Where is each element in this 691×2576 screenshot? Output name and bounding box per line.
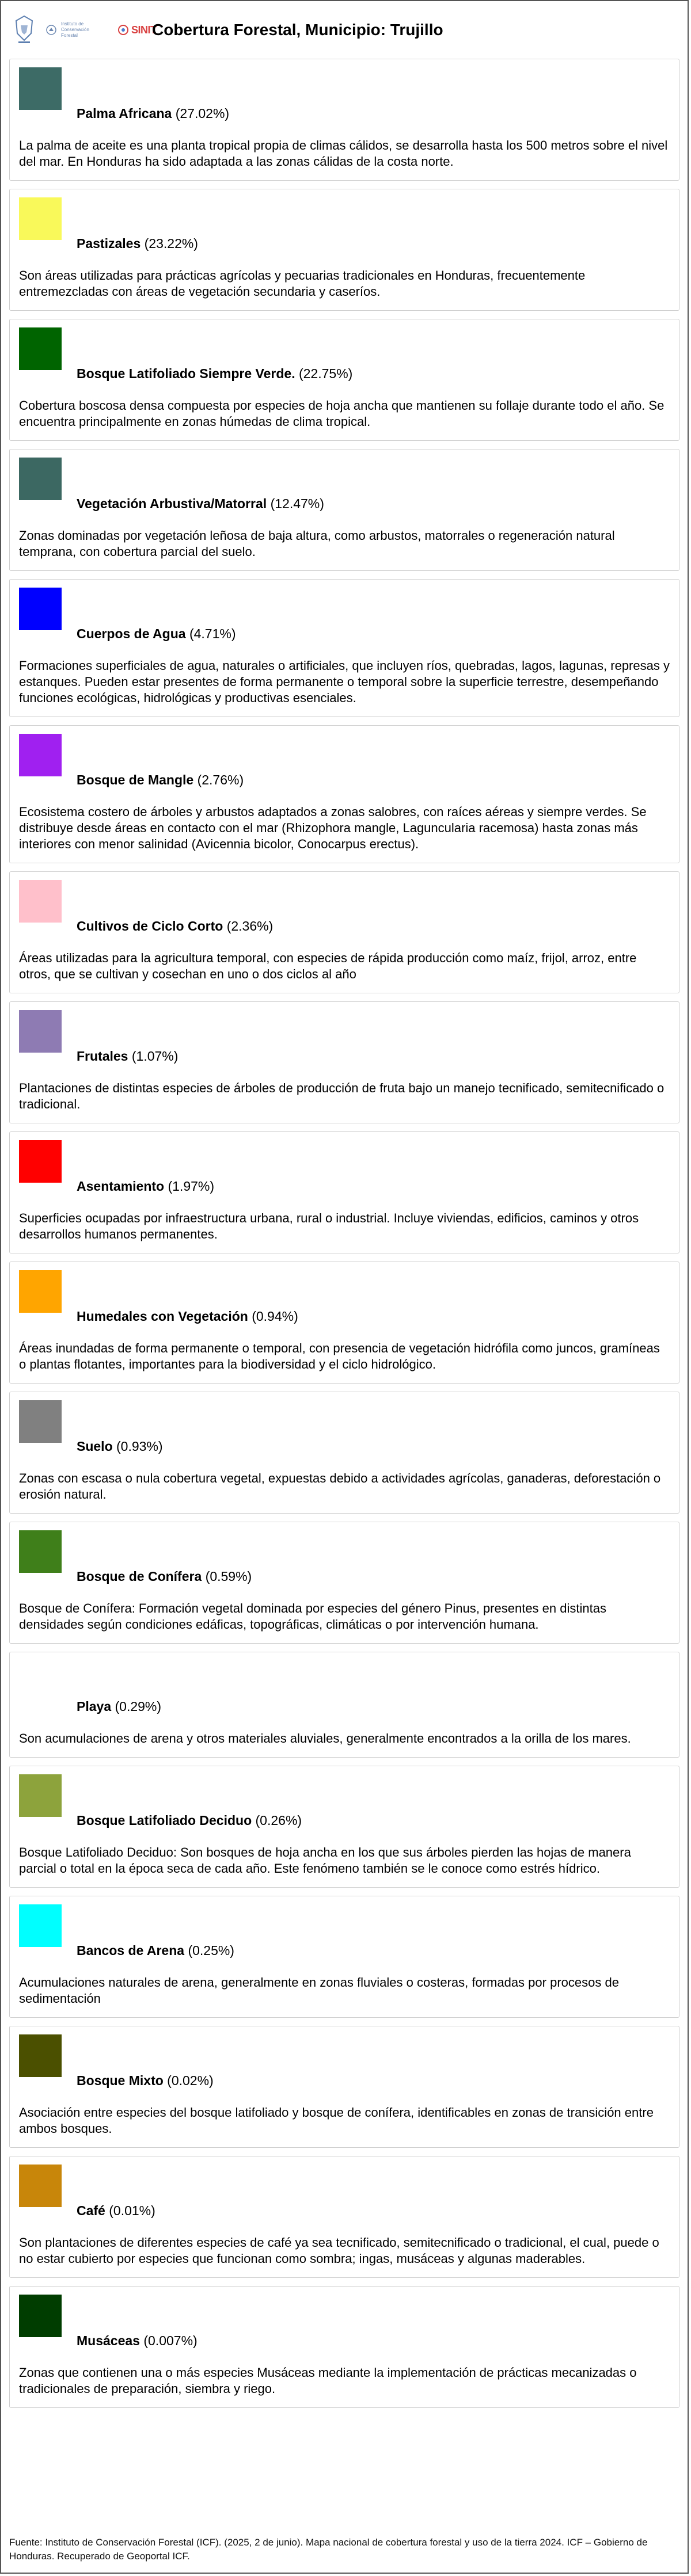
coverage-percentage: (0.26%) [255,1813,302,1828]
coverage-percentage: (0.01%) [109,2203,155,2218]
coverage-percentage: (27.02%) [175,106,230,121]
color-swatch [19,1400,62,1443]
coverage-title [77,365,352,383]
coverage-name: Bancos de Arena [77,1943,185,1958]
coverage-card [9,319,679,441]
coverage-description: Zonas con escasa o nula cobertura vegetal, expuestas debido a actividades agrícolas, ganaderas, deforestación o erosión natural. [19,1471,661,1502]
coverage-title [77,105,229,123]
coverage-name: Bosque de Conífera [77,1569,202,1584]
coverage-title [77,2202,155,2220]
coverage-description: Zonas que contienen una o más especies Musáceas mediante la implementación de prácticas mecanizadas o tradicionales de preparación, siembra y riego. [19,2365,637,2396]
coverage-title [77,235,198,253]
coverage-title [77,1438,163,1455]
coverage-title [77,918,273,935]
coverage-card [9,1392,679,1514]
coverage-card-header [19,734,670,789]
coverage-percentage: (2.36%) [226,919,274,933]
coverage-card-header [19,588,670,643]
coverage-card [9,59,679,181]
coverage-name: Bosque Latifoliado Siempre Verde. [77,366,295,381]
coverage-name: Pastizales [77,236,141,251]
coverage-card [9,2026,679,2148]
coverage-percentage: (23.22%) [144,236,198,251]
coverage-card [9,1522,679,1644]
coverage-title [77,2333,198,2350]
coverage-percentage: (12.47%) [270,496,324,511]
coverage-card [9,1652,679,1758]
color-swatch [19,67,62,110]
coverage-name: Musáceas [77,2333,140,2348]
coverage-card-header [19,1400,670,1455]
coverage-card [9,2286,679,2408]
color-swatch [19,2034,62,2077]
coverage-card-header [19,2165,670,2220]
coverage-card-header [19,1904,670,1960]
color-swatch [19,1270,62,1313]
coverage-card-header [19,67,670,123]
coverage-description: Áreas inundadas de forma permanente o temporal, con presencia de vegetación hidrófila como juncos, gramíneas o plantas flotantes, importantes para la biodiversidad y el ciclo hidrológico. [19,1341,660,1371]
coverage-name: Bosque Latifoliado Deciduo [77,1813,252,1828]
page-title: Cobertura Forestal, Municipio: Trujillo [152,21,443,39]
coverage-name: Frutales [77,1049,128,1064]
coverage-card-header [19,1010,670,1065]
coverage-title [77,1308,298,1325]
coverage-card-header [19,1660,670,1716]
coverage-title [77,1178,214,1195]
color-swatch [19,1904,62,1947]
coverage-title [77,1048,178,1065]
color-swatch [19,880,62,923]
color-swatch [19,734,62,776]
sinit-logo [117,24,157,36]
coverage-name: Playa [77,1699,112,1714]
color-swatch [19,1774,62,1817]
coverage-card [9,189,679,311]
coverage-description: Asociación entre especies del bosque latifoliado y bosque de conífera, identificables en zonas de transición entre ambos bosques. [19,2105,654,2136]
coverage-name: Palma Africana [77,106,172,121]
coverage-percentage: (22.75%) [298,366,353,381]
coverage-card-header [19,1530,670,1586]
coverage-name: Café [77,2203,105,2218]
coverage-card [9,1131,679,1253]
coverage-description: Zonas dominadas por vegetación leñosa de baja altura, como arbustos, matorrales o regeneración natural temprana, con cobertura parcial del suelo. [19,528,615,559]
coverage-card [9,449,679,571]
color-swatch [19,1140,62,1183]
header [1,1,688,59]
coverage-card [9,2156,679,2278]
coverage-title [77,2072,214,2090]
coverage-percentage: (0.94%) [252,1309,298,1324]
coverage-name: Vegetación Arbustiva/Matorral [77,496,267,511]
coverage-percentage: (0.93%) [116,1439,163,1454]
coverage-card-header [19,1270,670,1325]
coverage-description: La palma de aceite es una planta tropical propia de climas cálidos, se desarrolla hasta los 500 metros sobre el nivel del mar. En Honduras ha sido adaptada a las zonas cálidas de la costa norte. [19,138,668,169]
icf-logo [46,21,107,39]
color-swatch [19,588,62,630]
color-swatch [19,2165,62,2207]
coverage-card [9,1896,679,2018]
coverage-title [77,1812,302,1830]
sinit-mark-icon [117,24,129,36]
coverage-percentage: (0.59%) [205,1569,252,1584]
coverage-percentage: (4.71%) [189,626,236,641]
coverage-description: Ecosistema costero de árboles y arbustos adaptados a zonas salobres, con raíces aéreas y siempre verdes. Se distribuye desde áreas en contacto con el mar (Rhizophora mangle, Laguncularia racemosa) hasta zonas más interiores con menor salinidad (Avicennia bicolor, Conocarpus erectus). [19,805,647,851]
coverage-name: Suelo [77,1439,113,1454]
coverage-card-header [19,1140,670,1195]
coverage-card-header [19,327,670,383]
coverage-card-header [19,2034,670,2090]
coverage-description: Formaciones superficiales de agua, naturales o artificiales, que incluyen ríos, quebradas, lagos, lagunas, represas y estanques. Pueden estar presentes de forma permanente o temporal sobre la superficie terrestre, desempeñando funciones ecológicas, hidrológicas y productivas esenciales. [19,658,670,705]
coverage-card-header [19,197,670,253]
coverage-description: Son áreas utilizadas para prácticas agrícolas y pecuarias tradicionales en Honduras, frecuentemente entremezcladas con áreas de vegetación secundaria y caseríos. [19,268,586,299]
coverage-description: Acumulaciones naturales de arena, generalmente en zonas fluviales o costeras, formadas por procesos de sedimentación [19,1975,619,2006]
coverage-description: Áreas utilizadas para la agricultura temporal, con especies de rápida producción como maíz, frijol, arroz, entre otros, que se cultivan y cosechan en uno o dos ciclos al año [19,951,637,981]
coverage-title [77,772,244,789]
sinit-logo-text: SINIT [131,24,157,36]
color-swatch [19,458,62,500]
coverage-description: Bosque de Conífera: Formación vegetal dominada por especies del género Pinus, presentes en distintas densidades según condiciones edáficas, topográficas, climáticas o por intervención humana. [19,1601,606,1632]
coverage-title [77,1942,234,1960]
coverage-percentage: (0.25%) [188,1943,234,1958]
coverage-card-header [19,458,670,513]
coverage-title [77,1698,161,1716]
color-swatch [19,327,62,370]
coverage-card [9,1262,679,1384]
coverage-percentage: (2.76%) [197,772,244,787]
coverage-percentage: (1.07%) [131,1049,179,1064]
coverage-name: Cultivos de Ciclo Corto [77,919,223,933]
icf-logo-mark-icon [46,25,56,35]
coverage-card [9,1766,679,1888]
color-swatch [19,1660,62,1703]
coverage-name: Bosque Mixto [77,2073,164,2088]
coverage-title [77,1568,252,1586]
source-note: Fuente: Instituto de Conservación Forestal (ICF). (2025, 2 de junio). Mapa nacional de cobertura forestal y uso de la tierra 2024. ICF – Gobierno de Honduras. Recuperado de Geoportal ICF. [9,2537,648,2562]
coverage-card-header [19,1774,670,1830]
coverage-card-header [19,880,670,935]
coverage-name: Humedales con Vegetación [77,1309,248,1324]
coverage-percentage: (1.97%) [168,1179,215,1194]
coverage-percentage: (0.007%) [143,2333,198,2348]
icf-logo-text: Instituto de Conservación Forestal [61,21,89,38]
coverage-card [9,871,679,993]
coverage-description: Bosque Latifoliado Deciduo: Son bosques de hoja ancha en los que sus árboles pierden las hojas de manera parcial o total en la época seca de cada año. Este fenómeno también se le conoce como estrés hídrico. [19,1845,631,1876]
coverage-description: Plantaciones de distintas especies de árboles de producción de fruta bajo un manejo tecnificado, semitecnificado o tradicional. [19,1081,665,1111]
coverage-card [9,579,679,717]
coverage-name: Cuerpos de Agua [77,626,186,641]
coverage-name: Asentamiento [77,1179,165,1194]
color-swatch [19,2295,62,2337]
coverage-title [77,626,236,643]
coverage-description: Cobertura boscosa densa compuesta por especies de hoja ancha que mantienen su follaje durante todo el año. Se encuentra principalmente en zonas húmedas de clima tropical. [19,398,665,429]
coverage-percentage: (0.29%) [115,1699,162,1714]
cards-list [1,59,688,2408]
coverage-title [77,496,324,513]
honduras-shield-icon [13,14,36,46]
coverage-percentage: (0.02%) [167,2073,214,2088]
color-swatch [19,1530,62,1573]
coverage-card [9,725,679,863]
coverage-card-header [19,2295,670,2350]
color-swatch [19,1010,62,1053]
coverage-card [9,1001,679,1123]
color-swatch [19,197,62,240]
logos [13,14,157,46]
coverage-description: Superficies ocupadas por infraestructura urbana, rural o industrial. Incluye viviendas, edificios, caminos y otros desarrollos humanos permanentes. [19,1211,639,1241]
coverage-name: Bosque de Mangle [77,772,194,787]
coverage-description: Son plantaciones de diferentes especies de café ya sea tecnificado, semitecnificado o tradicional, el cual, puede o no estar cubierto por especies que funcionan como sombra; ingas, musáceas y algunas maderables. [19,2235,659,2266]
coverage-description: Son acumulaciones de arena y otros materiales aluviales, generalmente encontrados a la orilla de los mares. [19,1731,631,1746]
